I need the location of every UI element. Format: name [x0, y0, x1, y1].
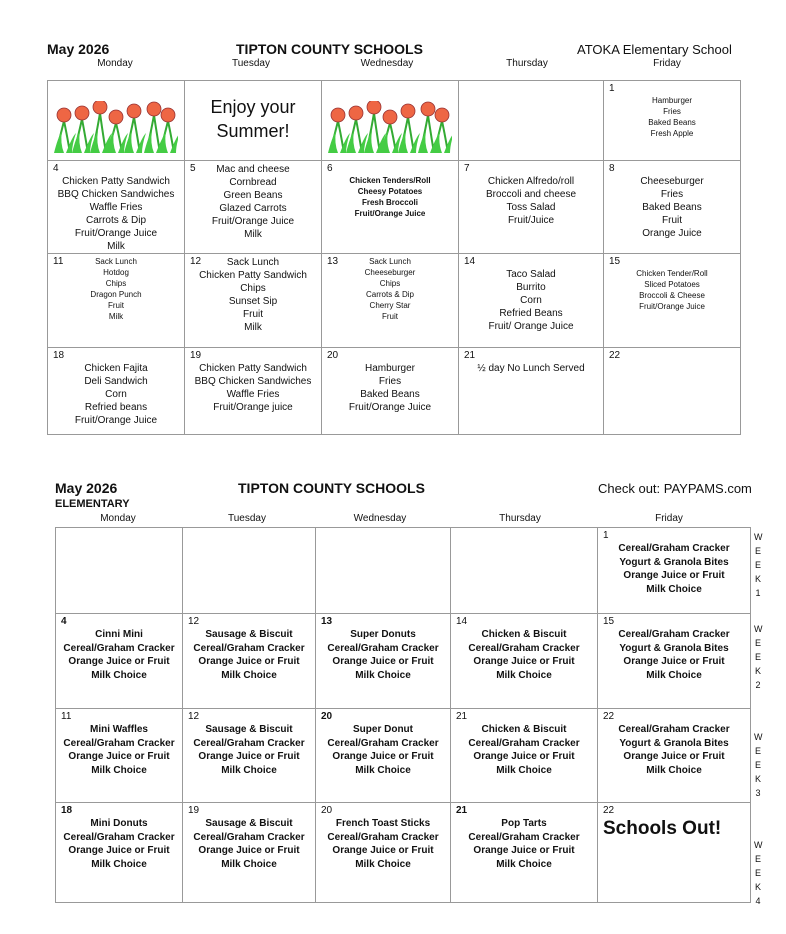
menu-item: Fruit: [243, 309, 263, 320]
menu-item: Broccoli and cheese: [485, 189, 577, 200]
menu-item: Cereal/Graham Cracker: [618, 629, 730, 640]
menu-item: Cereal/Graham Cracker: [63, 737, 175, 749]
menu-item: Mini Donuts: [90, 818, 148, 829]
day-header-wednesday: Wednesday: [360, 58, 414, 69]
menu-item: Hamburger: [364, 363, 416, 374]
menu-item: Orange Juice or Fruit: [68, 751, 170, 762]
calendar-day-cell: [598, 528, 751, 614]
menu-item: Yogurt & Granola Bites: [619, 556, 729, 568]
menu-item: Sunset Sip: [228, 296, 278, 307]
menu-item: Sausage & Biscuit: [205, 724, 293, 735]
menu-item: Fruit/ Orange Juice: [488, 321, 574, 332]
menu-item: Fruit/Juice: [507, 215, 555, 226]
day-header-thursday: Thursday: [506, 58, 548, 69]
menu-item: Sliced Potatoes: [644, 280, 700, 289]
menu-item: Deli Sandwich: [84, 376, 148, 387]
menu-item: Baked Beans: [642, 202, 702, 213]
menu-item: Fries: [378, 376, 402, 387]
calendar-day-cell: [183, 528, 316, 614]
menu-item: Green Beans: [223, 190, 283, 201]
menu-item: Chips: [105, 279, 127, 288]
day-header-tuesday: Tuesday: [232, 58, 270, 69]
menu-item: Cereal/Graham Cracker: [468, 831, 580, 843]
menu-item: Taco Salad: [506, 269, 556, 280]
menu-item: Corn: [520, 295, 542, 306]
menu-items: [48, 161, 184, 253]
calendar-day-cell: [183, 614, 316, 709]
day-number: 11: [61, 711, 72, 722]
day-number: 12: [188, 616, 200, 627]
menu-item: Milk Choice: [496, 669, 552, 681]
menu-item: Cereal/Graham Cracker: [193, 642, 305, 654]
calendar-day-cell: [451, 614, 598, 709]
week-label: WEEK1: [754, 532, 763, 598]
calendar-week-row: [48, 81, 741, 161]
menu-item: Orange Juice or Fruit: [68, 656, 170, 667]
menu-item: BBQ Chicken Sandwiches: [194, 376, 312, 387]
menu-item: Fruit: [108, 301, 124, 310]
menu-items: [451, 803, 597, 871]
menu-item: Cereal/Graham Cracker: [63, 831, 175, 843]
calendar-day-cell: [316, 528, 451, 614]
calendar-day-cell: [56, 709, 183, 803]
menu-item: Super Donuts: [350, 629, 416, 640]
menu-item: French Toast Sticks: [335, 818, 431, 829]
day-number: 12: [188, 711, 200, 722]
menu-item: Mac and cheese: [216, 164, 290, 175]
day-number: 21: [456, 805, 468, 816]
menu-item: Orange Juice or Fruit: [198, 845, 300, 856]
menu-item: Chicken Patty Sandwich: [199, 363, 307, 374]
menu-item: Yogurt & Granola Bites: [619, 642, 729, 654]
menu-item: Fruit/Orange juice: [213, 402, 293, 413]
calendar-day-cell: [604, 348, 741, 435]
day-header-monday: Monday: [100, 513, 136, 524]
calendar-day-cell: [183, 709, 316, 803]
menu-items: [316, 803, 450, 871]
day-header-thursday: Thursday: [499, 513, 541, 524]
menu-items: [459, 348, 603, 375]
breakfast-subtitle: ELEMENTARY: [55, 498, 130, 510]
calendar-day-cell: [451, 709, 598, 803]
menu-item: Orange Juice or Fruit: [332, 656, 434, 667]
menu-item: Milk Choice: [221, 669, 277, 681]
calendar-day-cell: [322, 161, 459, 254]
day-number: 15: [603, 616, 615, 627]
calendar-day-cell: [56, 614, 183, 709]
menu-item: Milk Choice: [91, 669, 147, 681]
menu-items: [459, 254, 603, 333]
menu-item: Cheesy Potatoes: [357, 187, 423, 196]
day-header-tuesday: Tuesday: [228, 513, 266, 524]
day-number: 15: [609, 256, 621, 267]
menu-item: Fruit/Orange Juice: [74, 415, 158, 426]
calendar-day-cell: [316, 614, 451, 709]
menu-item: Chicken & Biscuit: [481, 629, 567, 640]
day-number: 7: [464, 163, 470, 174]
menu-item: Milk Choice: [91, 858, 147, 870]
week-label: WEEK4: [754, 840, 763, 906]
menu-item: Milk Choice: [355, 764, 411, 776]
calendar-day-cell: [598, 614, 751, 709]
menu-item: Milk Choice: [646, 764, 702, 776]
day-number: 13: [321, 616, 333, 627]
menu-item: Fruit/Orange Juice: [348, 402, 432, 413]
calendar-week-row: [48, 348, 741, 435]
menu-item: Chicken Fajita: [84, 363, 148, 374]
day-number: 18: [53, 350, 65, 361]
menu-items: [185, 161, 321, 241]
menu-item: Burrito: [516, 282, 546, 293]
menu-item: Cheeseburger: [640, 176, 704, 187]
menu-items: [322, 348, 458, 414]
week-label: WEEK3: [754, 732, 763, 798]
day-number: 21: [456, 711, 468, 722]
day-number: 6: [327, 163, 333, 174]
menu-item: Orange Juice or Fruit: [68, 845, 170, 856]
menu-item: Milk: [244, 229, 262, 240]
day-header-wednesday: Wednesday: [353, 513, 407, 524]
menu-item: Carrots & Dip: [85, 215, 146, 226]
menu-item: Fruit/Orange Juice: [639, 302, 705, 311]
lunch-district: TIPTON COUNTY SCHOOLS: [236, 41, 423, 57]
menu-item: Fries: [663, 107, 681, 116]
menu-item: Fries: [660, 189, 684, 200]
calendar-week-row: [48, 161, 741, 254]
calendar-week-row: [56, 709, 751, 803]
menu-item: Cereal/Graham Cracker: [63, 642, 175, 654]
calendar-day-cell: [56, 803, 183, 903]
menu-item: Chicken Patty Sandwich: [199, 270, 307, 281]
calendar-day-cell: [459, 348, 604, 435]
day-header-friday: Friday: [653, 58, 681, 69]
menu-item: Hotdog: [103, 268, 129, 277]
menu-item: Cinni Mini: [95, 629, 143, 640]
menu-item: Sack Lunch: [95, 257, 137, 266]
menu-item: Cereal/Graham Cracker: [327, 831, 439, 843]
menu-item: Milk: [107, 241, 125, 252]
menu-item: Milk Choice: [646, 669, 702, 681]
calendar-day-cell: [604, 161, 741, 254]
menu-items: [183, 528, 315, 530]
calendar-day-cell: [604, 81, 741, 161]
menu-item: Hamburger: [651, 96, 692, 105]
menu-item: Chicken Tenders/Roll: [349, 176, 431, 185]
menu-items: [459, 81, 603, 83]
calendar-day-cell: [48, 161, 185, 254]
day-header-friday: Friday: [655, 513, 683, 524]
menu-items: [598, 614, 750, 682]
menu-item: Cornbread: [229, 177, 277, 188]
menu-item: Super Donut: [353, 724, 413, 735]
calendar-day-cell: [598, 803, 751, 903]
menu-item: Broccoli & Cheese: [639, 291, 705, 300]
calendar-week-row: [56, 528, 751, 614]
calendar-day-cell: [451, 528, 598, 614]
menu-item: Chips: [379, 279, 401, 288]
menu-item: Chicken Alfredo/roll: [487, 176, 575, 187]
menu-item: Cereal/Graham Cracker: [618, 543, 730, 554]
calendar-day-cell: [185, 161, 322, 254]
menu-item: Cereal/Graham Cracker: [618, 724, 730, 735]
menu-item: Orange Juice or Fruit: [332, 751, 434, 762]
menu-items: [604, 161, 740, 240]
menu-item: Yogurt & Granola Bites: [619, 737, 729, 749]
menu-items: [459, 161, 603, 227]
menu-items: [316, 528, 450, 530]
menu-item: Orange Juice or Fruit: [623, 656, 725, 667]
menu-item: Sausage & Biscuit: [205, 629, 293, 640]
calendar-day-cell: [604, 254, 741, 348]
menu-item: Toss Salad: [506, 202, 556, 213]
menu-items: [48, 348, 184, 427]
calendar-day-cell: [459, 254, 604, 348]
menu-item: Milk Choice: [496, 858, 552, 870]
menu-item: Milk: [108, 312, 124, 321]
menu-items: [322, 254, 458, 322]
breakfast-month: May 2026: [55, 480, 118, 496]
menu-items: [185, 254, 321, 334]
day-number: 22: [603, 805, 615, 816]
calendar-day-cell: [185, 254, 322, 348]
breakfast-note: Check out: PAYPAMS.com: [598, 481, 752, 496]
menu-item: Cherry Star: [369, 301, 411, 310]
day-number: 5: [190, 163, 196, 174]
menu-items: [183, 709, 315, 777]
day-number: 14: [456, 616, 468, 627]
menu-item: Refried beans: [84, 402, 148, 413]
menu-item: Cereal/Graham Cracker: [468, 737, 580, 749]
menu-item: Orange Juice or Fruit: [198, 656, 300, 667]
day-number: 11: [53, 256, 64, 267]
day-number: 1: [603, 530, 609, 541]
menu-item: Milk Choice: [496, 764, 552, 776]
day-number: 20: [321, 711, 333, 722]
menu-item: Fruit/Orange Juice: [211, 216, 295, 227]
tulips-icon: [322, 81, 458, 158]
day-number: 18: [61, 805, 73, 816]
menu-item: Fruit: [662, 215, 682, 226]
calendar-day-cell: [183, 803, 316, 903]
menu-item: Corn: [105, 389, 127, 400]
day-number: 1: [609, 83, 615, 94]
calendar-day-cell: [459, 161, 604, 254]
day-number: 4: [61, 616, 67, 627]
menu-item: Orange Juice: [642, 228, 702, 239]
menu-item: Cereal/Graham Cracker: [193, 737, 305, 749]
menu-item: Chicken Patty Sandwich: [62, 176, 170, 187]
menu-item: Chips: [240, 283, 266, 294]
menu-item: Cereal/Graham Cracker: [468, 642, 580, 654]
menu-item: Pop Tarts: [501, 818, 547, 829]
menu-items: [183, 803, 315, 871]
menu-item: Dragon Punch: [90, 290, 142, 299]
menu-item: Glazed Carrots: [219, 203, 287, 214]
menu-item: Milk Choice: [91, 764, 147, 776]
calendar-day-cell: [56, 528, 183, 614]
day-header-monday: Monday: [97, 58, 133, 69]
menu-item: Mini Waffles: [90, 724, 148, 735]
menu-item: Carrots & Dip: [365, 290, 414, 299]
menu-item: Waffle Fries: [89, 202, 143, 213]
menu-item: Orange Juice or Fruit: [623, 570, 725, 581]
lunch-calendar: [47, 80, 741, 435]
menu-item: Fruit: [382, 312, 398, 321]
menu-item: Waffle Fries: [226, 389, 280, 400]
menu-items: [183, 614, 315, 682]
menu-item: Orange Juice or Fruit: [198, 751, 300, 762]
calendar-day-cell: [322, 254, 459, 348]
menu-item: Milk: [244, 322, 262, 333]
menu-item: Orange Juice or Fruit: [623, 751, 725, 762]
menu-item: Sack Lunch: [369, 257, 411, 266]
menu-item: Milk Choice: [646, 583, 702, 595]
breakfast-calendar: [55, 527, 751, 903]
menu-item: Baked Beans: [648, 118, 696, 127]
menu-item: Refried Beans: [499, 308, 563, 319]
menu-item: Milk Choice: [355, 858, 411, 870]
menu-item: Cereal/Graham Cracker: [193, 831, 305, 843]
menu-items: [56, 803, 182, 871]
day-number: 22: [603, 711, 615, 722]
menu-items: [604, 81, 740, 139]
menu-item: Fruit/Orange Juice: [354, 209, 426, 218]
day-number: 21: [464, 350, 476, 361]
menu-items: [56, 528, 182, 530]
menu-items: [185, 81, 321, 143]
menu-item: BBQ Chicken Sandwiches: [57, 189, 175, 200]
tulips-icon: [48, 81, 184, 158]
menu-items: [316, 614, 450, 682]
menu-item: Orange Juice or Fruit: [473, 751, 575, 762]
calendar-day-cell: [316, 803, 451, 903]
calendar-day-cell: [459, 81, 604, 161]
menu-item: Summer!: [216, 121, 290, 141]
breakfast-district: TIPTON COUNTY SCHOOLS: [238, 480, 425, 496]
day-number: 14: [464, 256, 476, 267]
menu-item: Orange Juice or Fruit: [332, 845, 434, 856]
day-number: 22: [609, 350, 621, 361]
menu-item: Milk Choice: [221, 764, 277, 776]
calendar-week-row: [48, 254, 741, 348]
day-number: 8: [609, 163, 615, 174]
menu-item: Cheeseburger: [364, 268, 416, 277]
calendar-week-row: [56, 614, 751, 709]
menu-item: Fresh Broccoli: [361, 198, 418, 207]
calendar-week-row: [56, 803, 751, 903]
calendar-day-cell: [185, 81, 322, 161]
calendar-day-cell: [451, 803, 598, 903]
menu-item: Schools Out!: [603, 818, 722, 839]
menu-items: [316, 709, 450, 777]
menu-items: [598, 528, 750, 596]
menu-items: [185, 348, 321, 414]
menu-item: Milk Choice: [221, 858, 277, 870]
menu-items: [56, 709, 182, 777]
menu-item: Baked Beans: [360, 389, 420, 400]
menu-item: Sack Lunch: [226, 257, 280, 268]
calendar-day-cell: [48, 348, 185, 435]
menu-items: [598, 803, 750, 841]
menu-items: [604, 348, 740, 350]
day-number: 19: [188, 805, 200, 816]
week-label: WEEK2: [754, 624, 763, 690]
menu-items: [451, 528, 597, 530]
calendar-day-cell: [598, 709, 751, 803]
day-number: 20: [327, 350, 339, 361]
day-number: 19: [190, 350, 202, 361]
menu-item: Fruit/Orange Juice: [74, 228, 158, 239]
calendar-day-cell: [316, 709, 451, 803]
menu-item: ½ day No Lunch Served: [477, 363, 585, 374]
menu-item: Cereal/Graham Cracker: [327, 737, 439, 749]
menu-items: [451, 614, 597, 682]
menu-items: [604, 254, 740, 312]
calendar-day-cell: [185, 348, 322, 435]
menu-item: Sausage & Biscuit: [205, 818, 293, 829]
lunch-month: May 2026: [47, 41, 110, 57]
menu-items: [322, 161, 458, 219]
calendar-day-cell: [322, 348, 459, 435]
day-number: 4: [53, 163, 59, 174]
menu-item: Orange Juice or Fruit: [473, 845, 575, 856]
lunch-school: ATOKA Elementary School: [577, 42, 732, 57]
menu-item: Chicken Tender/Roll: [636, 269, 708, 278]
day-number: 13: [327, 256, 339, 267]
menu-item: Orange Juice or Fruit: [473, 656, 575, 667]
menu-items: [451, 709, 597, 777]
menu-items: [598, 709, 750, 777]
calendar-day-cell: [322, 81, 459, 161]
menu-item: Enjoy your: [210, 97, 296, 117]
calendar-day-cell: [48, 254, 185, 348]
menu-items: [48, 254, 184, 322]
menu-item: Milk Choice: [355, 669, 411, 681]
day-number: 20: [321, 805, 333, 816]
menu-item: Fresh Apple: [650, 129, 694, 138]
calendar-day-cell: [48, 81, 185, 161]
menu-item: Chicken & Biscuit: [481, 724, 567, 735]
day-number: 12: [190, 256, 202, 267]
menu-items: [56, 614, 182, 682]
menu-item: Cereal/Graham Cracker: [327, 642, 439, 654]
